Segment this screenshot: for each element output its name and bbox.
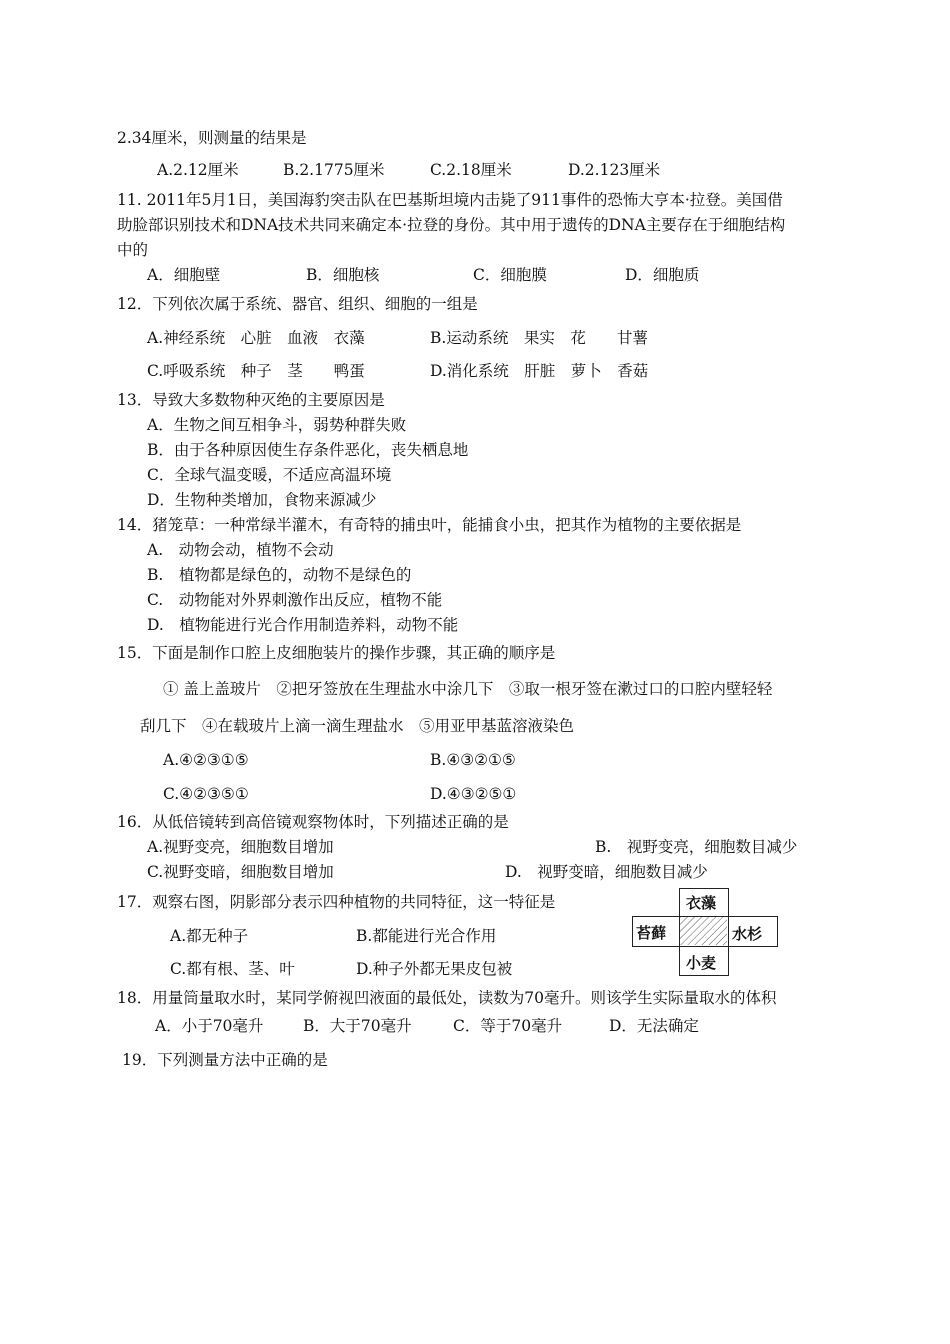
q13-option-b: B．由于各种原因使生存条件恶化，丧失栖息地 <box>147 441 469 459</box>
diagram-label-bottom: 小麦 <box>686 954 717 972</box>
plant-features-diagram <box>632 888 778 976</box>
q16-option-a: A.视野变亮，细胞数目增加 <box>147 838 334 856</box>
q11-option-c: C．细胞膜 <box>473 266 547 284</box>
question-11-line-3: 中的 <box>117 241 149 259</box>
question-13: 13．导致大多数物种灭绝的主要原因是 <box>117 391 385 409</box>
question-15: 15．下面是制作口腔上皮细胞装片的操作步骤，其正确的顺序是 <box>117 644 556 662</box>
diagram-label-right: 水杉 <box>732 925 763 943</box>
q16-option-b: B. 视野变亮，细胞数目减少 <box>595 838 798 856</box>
q18-option-b: B．大于70毫升 <box>303 1017 412 1035</box>
q13-option-a: A．生物之间互相争斗，弱势种群失败 <box>147 416 407 434</box>
question-12: 12．下列依次属于系统、器官、组织、细胞的一组是 <box>117 295 478 313</box>
q11-option-a: A．细胞壁 <box>147 266 221 284</box>
q16-option-c: C.视野变暗，细胞数目增加 <box>147 863 334 881</box>
question-10-tail: 2.34厘米，则测量的结果是 <box>117 129 307 147</box>
q12-option-a: A.神经系统 心脏 血液 衣藻 <box>147 329 365 347</box>
q10-option-a: A.2.12厘米 <box>157 161 239 179</box>
q10-option-c: C.2.18厘米 <box>430 161 512 179</box>
q14-option-a: A. 动物会动，植物不会动 <box>147 541 334 559</box>
q15-option-a: A.④②③①⑤ <box>163 751 249 769</box>
q12-option-d: D.消化系统 肝脏 萝卜 香菇 <box>430 362 649 380</box>
q12-option-b: B.运动系统 果实 花 甘薯 <box>430 329 648 347</box>
q18-option-c: C．等于70毫升 <box>453 1017 563 1035</box>
q14-option-d: D. 植物能进行光合作用制造养料，动物不能 <box>147 616 459 634</box>
q13-option-d: D．生物种类增加，食物来源减少 <box>147 491 377 509</box>
question-16: 16．从低倍镜转到高倍镜观察物体时，下列描述正确的是 <box>117 813 509 831</box>
q17-option-a: A.都无种子 <box>170 927 249 945</box>
question-11-line-2: 助脸部识别技术和DNA技术共同来确定本·拉登的身份。其中用于遗传的DNA主要存在于细胞结构 <box>117 216 786 234</box>
diagram-label-left: 苔藓 <box>636 924 667 942</box>
diagram-label-top: 衣藻 <box>686 894 717 912</box>
q16-option-d: D. 视野变暗，细胞数目减少 <box>505 863 708 881</box>
q15-option-d: D.④③②⑤① <box>430 785 517 803</box>
q17-option-b: B.都能进行光合作用 <box>356 927 497 945</box>
q11-option-d: D．细胞质 <box>625 266 700 284</box>
q14-option-c: C. 动物能对外界刺激作出反应，植物不能 <box>147 591 443 609</box>
q17-option-d: D.种子外都无果皮包被 <box>356 960 513 978</box>
q14-option-b: B. 植物都是绿色的，动物不是绿色的 <box>147 566 412 584</box>
q17-option-c: C.都有根、茎、叶 <box>170 960 295 978</box>
question-11-line-1: 11. 2011年5月1日，美国海豹突击队在巴基斯坦境内击毙了911事件的恐怖大亨本·拉登。美国借 <box>117 191 783 209</box>
question-18-line-1: 18．用量筒量取水时，某同学俯视凹液面的最低处，读数为70毫升。则该学生实际量取水的体积 <box>117 989 777 1007</box>
question-17: 17．观察右图，阴影部分表示四种植物的共同特征，这一特征是 <box>117 893 556 911</box>
q15-option-b: B.④③②①⑤ <box>430 751 516 769</box>
q12-option-c: C.呼吸系统 种子 茎 鸭蛋 <box>147 362 365 380</box>
q18-option-d: D．无法确定 <box>609 1017 699 1035</box>
q10-option-d: D.2.123厘米 <box>568 161 661 179</box>
q13-option-c: C．全球气温变暖，不适应高温环境 <box>147 466 392 484</box>
q18-option-a: A．小于70毫升 <box>155 1017 264 1035</box>
question-19: 19．下列测量方法中正确的是 <box>122 1051 328 1069</box>
question-14: 14．猪笼草：一种常绿半灌木，有奇特的捕虫叶，能捕食小虫，把其作为植物的主要依据是 <box>117 516 742 534</box>
q15-option-c: C.④②③⑤① <box>163 785 249 803</box>
question-15-steps-line-2: 刮几下 ④在载玻片上滴一滴生理盐水 ⑤用亚甲基蓝溶液染色 <box>140 717 575 735</box>
q10-option-b: B.2.1775厘米 <box>283 161 385 179</box>
diagram-shaded-overlap <box>680 917 727 945</box>
question-15-steps-line-1: ① 盖上盖玻片 ②把牙签放在生理盐水中涂几下 ③取一根牙签在漱过口的口腔内壁轻轻 <box>163 680 773 698</box>
q11-option-b: B．细胞核 <box>306 266 380 284</box>
